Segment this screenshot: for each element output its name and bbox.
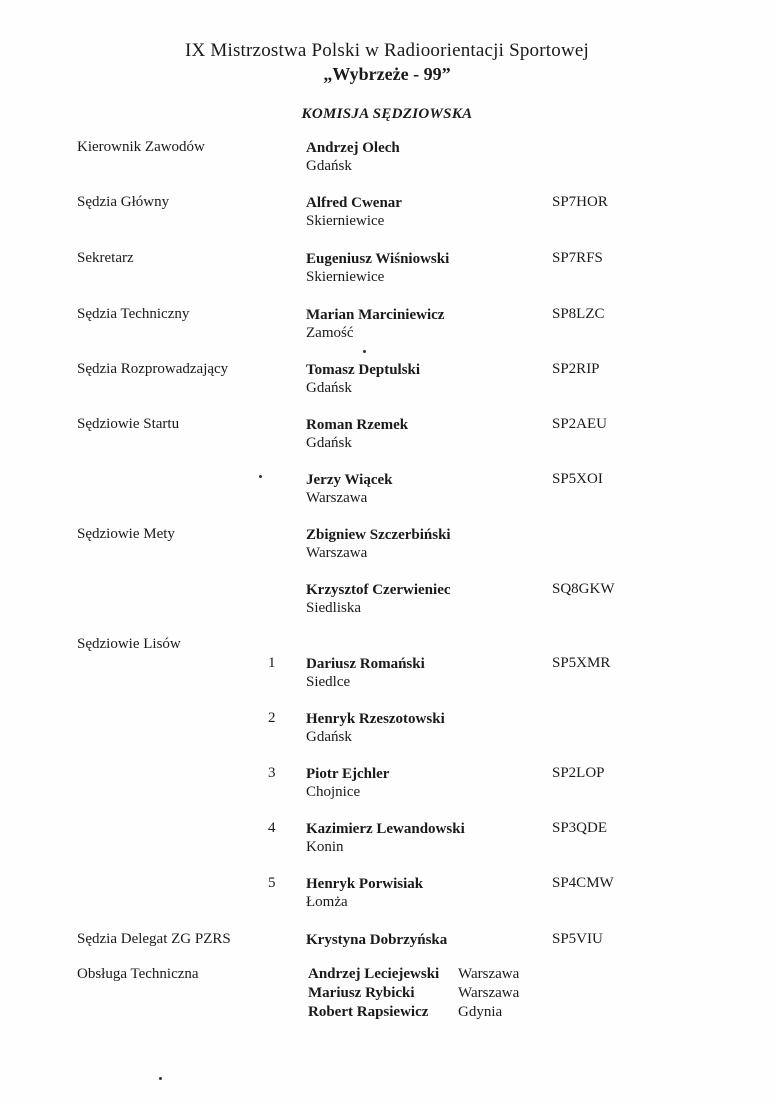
callsign: SP2RIP bbox=[552, 361, 600, 377]
person-porwisiak bbox=[306, 875, 423, 911]
callsign: SP8LZC bbox=[552, 306, 605, 322]
role-kierownik: Kierownik Zawodów bbox=[77, 139, 205, 155]
person-city: Skierniewice bbox=[306, 213, 385, 229]
person-name: Marian Marciniewicz bbox=[306, 307, 445, 323]
person-city: Gdańsk bbox=[306, 435, 352, 451]
person-rzemek bbox=[306, 416, 408, 452]
scan-speck bbox=[159, 1077, 162, 1080]
callsign: SP4CMW bbox=[552, 875, 614, 891]
person-name: Krzysztof Czerwieniec bbox=[306, 582, 451, 598]
person-wisniowski bbox=[306, 250, 449, 286]
callsign: SP5VIU bbox=[552, 931, 603, 947]
person-ejchler bbox=[306, 765, 389, 801]
role-sekretarz: Sekretarz bbox=[77, 250, 134, 266]
person-name: Henryk Porwisiak bbox=[306, 876, 424, 892]
tech-staff-name: Robert Rapsiewicz bbox=[308, 1004, 429, 1020]
person-name: Jerzy Wiącek bbox=[306, 472, 393, 488]
tech-staff-row bbox=[308, 984, 519, 1003]
fox-number: 3 bbox=[268, 765, 276, 781]
person-city: Siedlce bbox=[306, 674, 351, 690]
role-startu: Sędziowie Startu bbox=[77, 416, 180, 432]
person-romanski bbox=[306, 655, 425, 691]
person-name: Dariusz Romański bbox=[306, 656, 425, 672]
role-mety: Sędziowie Mety bbox=[77, 526, 175, 542]
event-subtitle: „Wybrzeże - 99” bbox=[323, 64, 451, 84]
person-city: Gdańsk bbox=[306, 729, 352, 745]
person-rzeszotowski bbox=[306, 710, 445, 746]
callsign: SP5XOI bbox=[552, 471, 603, 487]
callsign: SP3QDE bbox=[552, 820, 608, 836]
person-city: Gdańsk bbox=[306, 380, 352, 396]
tech-staff-row bbox=[308, 965, 519, 984]
person-name: Tomasz Deptulski bbox=[306, 362, 421, 378]
role-rozprowadzajacy: Sędzia Rozprowadzający bbox=[77, 361, 229, 377]
person-city: Skierniewice bbox=[306, 269, 385, 285]
callsign: SP5XMR bbox=[552, 655, 611, 671]
person-dobrzynska bbox=[306, 931, 447, 949]
callsign: SP2AEU bbox=[552, 416, 608, 432]
role-glowny: Sędzia Główny bbox=[77, 194, 170, 210]
callsign: SP7HOR bbox=[552, 194, 608, 210]
person-name: Piotr Ejchler bbox=[306, 766, 390, 782]
scan-speck bbox=[363, 350, 366, 353]
fox-number: 1 bbox=[268, 655, 276, 671]
person-czerwieniec bbox=[306, 581, 451, 617]
person-deptulski bbox=[306, 361, 420, 397]
person-name: Krystyna Dobrzyńska bbox=[306, 932, 448, 948]
tech-staff-city: Warszawa bbox=[458, 966, 520, 982]
person-city: Siedliska bbox=[306, 600, 361, 616]
person-name: Andrzej Olech bbox=[306, 140, 400, 156]
scan-speck bbox=[259, 475, 262, 478]
role-obsluga: Obsługa Techniczna bbox=[77, 966, 199, 982]
person-name: Henryk Rzeszotowski bbox=[306, 711, 445, 727]
person-name: Roman Rzemek bbox=[306, 417, 409, 433]
person-city: Konin bbox=[306, 839, 344, 855]
person-lewandowski bbox=[306, 820, 465, 856]
person-city: Zamość bbox=[306, 325, 354, 341]
person-city: Chojnice bbox=[306, 784, 361, 800]
callsign: SQ8GKW bbox=[552, 581, 615, 597]
championship-title: IX Mistrzostwa Polski w Radioorientacji Sportowej bbox=[184, 40, 589, 61]
tech-staff-city: Warszawa bbox=[458, 985, 520, 1001]
role-techniczny: Sędzia Techniczny bbox=[77, 306, 190, 322]
callsign: SP2LOP bbox=[552, 765, 605, 781]
tech-staff-city: Gdynia bbox=[458, 1004, 503, 1020]
person-szczerbinski bbox=[306, 526, 451, 562]
role-delegat: Sędzia Delegat ZG PZRS bbox=[77, 931, 231, 947]
person-wiacek bbox=[306, 471, 393, 507]
person-name: Alfred Cwenar bbox=[306, 195, 402, 211]
section-title: KOMISJA SĘDZIOWSKA bbox=[301, 106, 473, 122]
fox-number: 2 bbox=[268, 710, 276, 726]
person-city: Warszawa bbox=[306, 545, 368, 561]
person-name: Zbigniew Szczerbiński bbox=[306, 527, 451, 543]
person-city: Gdańsk bbox=[306, 158, 352, 174]
person-name: Kazimierz Lewandowski bbox=[306, 821, 465, 837]
fox-number: 5 bbox=[268, 875, 276, 891]
fox-number: 4 bbox=[268, 820, 276, 836]
tech-staff-name: Andrzej Leciejewski bbox=[308, 966, 440, 982]
role-lisow: Sędziowie Lisów bbox=[77, 636, 181, 652]
person-olech bbox=[306, 139, 400, 175]
person-city: Warszawa bbox=[306, 490, 368, 506]
person-city: Łomża bbox=[306, 894, 348, 910]
person-cwenar bbox=[306, 194, 402, 230]
tech-staff-name: Mariusz Rybicki bbox=[308, 985, 415, 1001]
tech-staff-row bbox=[308, 1003, 502, 1022]
person-marciniewicz bbox=[306, 306, 444, 342]
callsign: SP7RFS bbox=[552, 250, 603, 266]
person-name: Eugeniusz Wiśniowski bbox=[306, 251, 450, 267]
